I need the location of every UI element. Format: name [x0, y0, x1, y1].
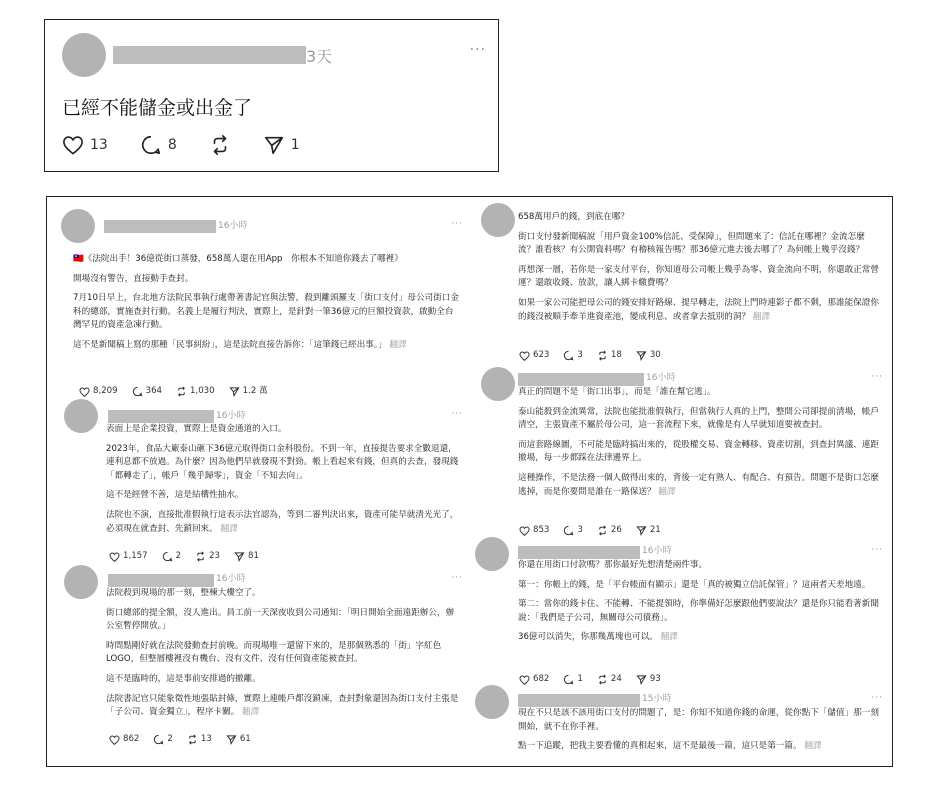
like-button[interactable]: [79, 385, 118, 399]
more-options-icon[interactable]: ···: [871, 372, 883, 382]
like-button[interactable]: [109, 550, 148, 564]
post-body: [518, 559, 880, 645]
share-button[interactable]: [263, 134, 300, 156]
post-body: [518, 707, 880, 754]
paragraph: 點一下追蹤，把我主要看懂的真相起來，這不是最後一篇，這只是第一篇。: [518, 741, 802, 752]
heart-icon: [519, 351, 530, 361]
repost-icon: [195, 551, 206, 562]
share-button[interactable]: [226, 733, 251, 747]
action-bar: [109, 550, 273, 564]
post-text: 已經不能儲金或出金了: [62, 97, 253, 119]
paragraph: 第一：你帳上的錢，是「平台帳面有顯示」還是「真的被獨立信託保管」？這兩者天差地遠。: [518, 579, 871, 590]
avatar[interactable]: [61, 209, 95, 243]
repost-icon: [597, 525, 608, 536]
redacted-username[interactable]: [518, 373, 644, 386]
like-count: 8,209: [93, 386, 118, 396]
repost-count: 23: [209, 551, 221, 561]
paragraph: 這不是經營不善，這是結構性抽水。: [106, 490, 244, 501]
translate-link[interactable]: 翻譯: [752, 311, 770, 322]
comment-icon: [563, 525, 574, 536]
comment-button[interactable]: [563, 349, 582, 363]
paragraph: 表面上是企業投資，實際上是資金通道的入口。: [106, 424, 287, 434]
post-body: [106, 423, 461, 536]
like-count: 862: [123, 734, 140, 744]
comment-icon: [140, 134, 162, 156]
avatar[interactable]: [64, 565, 98, 599]
share-count: 1: [290, 137, 300, 153]
paragraph: 而這套路線圖，不可能是臨時搞出來的，從股權交易、資金轉移、資產切割，到查封異議、連距撤場，每一步都踩在法律邊界上。: [518, 439, 879, 464]
post-time: 15小時: [642, 694, 672, 704]
redacted-username[interactable]: [113, 46, 306, 64]
share-button[interactable]: [636, 349, 661, 363]
paragraph: 2023年，食品大廠泰山砸下36億元取得街口金科股份。不到一年，直接提告要求全數退還，連利息都不放過。為什麼？因為他們早就發現不對勁。帳上看起來有錢，但真的去查，發現錢「都轉走了」，帳戶「幾乎歸零」，資金「不知去向」。: [106, 443, 459, 481]
heart-icon: [109, 552, 120, 562]
comment-button[interactable]: [162, 550, 181, 564]
share-count: 1.2 萬: [242, 386, 268, 396]
post-body: [106, 587, 461, 720]
repost-button[interactable]: [597, 349, 622, 363]
post-time: 3天: [306, 47, 333, 66]
paragraph: 如果一家公司能把母公司的錢安排好路線、提早轉走，法院上門時連影子都不剩，那誰能保證你的錢沒被順手牽羊進資產池，變成利息、或者拿去抵別的洞？: [518, 297, 879, 322]
thread-card: [481, 203, 883, 363]
paragraph: 第二：當你的錢卡住、不能轉、不能提領時，你準備好怎麼跟他們要說法？還是你只能看著新聞說：「我們是子公司，無關母公司債務」。: [518, 599, 879, 623]
paragraph: 🇹🇼《法院出手！36億從街口蒸發，658萬人還在用App 你根本不知道你錢去了哪裡》: [73, 254, 403, 264]
more-options-icon[interactable]: ···: [451, 409, 463, 419]
paragraph: 法院也不演，直接批准假執行這表示法官認為，等到二審判決出來，資產可能早就清光光了，必須現在就查封、先鎖回來。: [106, 509, 459, 534]
share-count: 93: [649, 674, 661, 684]
paragraph: 36億可以消失，你那幾萬塊也可以。: [518, 632, 658, 643]
paragraph: 街口總部的提全額，沒人進出。員工前一天深夜收到公司通知：「明日開始全面遠距辦公，辦公室暫停開放。」: [106, 607, 455, 632]
action-bar: [79, 385, 282, 399]
paragraph: 7月10日早上，台北地方法院民事執行處帶著書記官與法警，殺到離頭羅支「街口支付」母公司街口金科的總部，實施查封行動。名義上是履行判決，實際上，是針對一筆36億元的巨額投資款，啟動全台灣罕見的資產急凍行動。: [73, 293, 459, 331]
comment-icon: [162, 551, 173, 562]
paragraph: 再想深一層，若你是一家支付平台，你知道母公司帳上幾乎為零、資金流向不明，你還敢正常營運？還敢收錢、放款，讓人綁卡繳費嗎？: [518, 264, 879, 289]
more-options-icon[interactable]: ···: [871, 693, 883, 703]
send-icon: [229, 386, 240, 397]
send-icon: [226, 734, 237, 745]
thread-card: [61, 565, 463, 755]
repost-icon: [187, 734, 198, 745]
heart-icon: [79, 387, 90, 397]
avatar[interactable]: [475, 537, 509, 571]
more-options-icon[interactable]: ···: [871, 545, 883, 555]
repost-count: 26: [610, 525, 622, 535]
like-count: 853: [533, 525, 550, 535]
avatar[interactable]: [481, 367, 515, 401]
more-options-icon[interactable]: ···: [451, 219, 463, 229]
send-icon: [636, 350, 647, 361]
comment-count: 3: [577, 350, 583, 360]
paragraph: 這不是臨時的，這是事前安排過的撤離。: [106, 673, 261, 684]
repost-button[interactable]: [597, 524, 622, 538]
paragraph: 泰山能殺到金流異常，法院也能批准假執行，但當執行人真的上門，整間公司卻提前清場，帳戶清空，主張資產不屬於母公司，這一套流程下來，就像是有人早就知道要被查封。: [518, 406, 879, 431]
repost-button[interactable]: [209, 134, 231, 156]
action-bar: [519, 524, 675, 538]
post-time: 16小時: [642, 546, 672, 556]
more-options-icon[interactable]: ···: [469, 42, 486, 58]
share-button[interactable]: [636, 524, 661, 538]
redacted-username[interactable]: [108, 574, 214, 587]
action-bar: [62, 134, 332, 156]
like-button[interactable]: [109, 733, 139, 747]
heart-icon: [62, 135, 84, 155]
translate-link[interactable]: 翻譯: [220, 523, 238, 534]
paragraph: 法院殺到現場的那一刻，整棟大樓空了。: [106, 588, 261, 598]
post-time: 16小時: [218, 221, 248, 231]
translate-link[interactable]: 翻譯: [660, 632, 678, 643]
thread-card: [61, 399, 463, 567]
repost-count: 18: [610, 350, 622, 360]
comment-icon: [132, 386, 143, 397]
send-icon: [263, 134, 285, 156]
paragraph: 這不是新聞稿上寫的那種「民事糾紛」，這是法院直接告訴你：「這筆錢已經出事。」: [73, 339, 387, 350]
paragraph: 這種操作，不是法務一個人做得出來的，背後一定有熟人、有配合、有預告。問題不是街口怎麼逃掉，而是你要問是誰在一路保送？: [518, 472, 879, 497]
paragraph: 法院書記官只能象徵性地張貼封條，實際上連帳戶都沒鎖凍，查封對象還因為街口支付主張是「子公司、資金獨立」，程序卡關。: [106, 693, 459, 718]
translate-link[interactable]: 翻譯: [658, 486, 676, 497]
share-button[interactable]: [229, 385, 268, 399]
repost-icon: [209, 134, 231, 156]
more-options-icon[interactable]: ···: [451, 573, 463, 583]
comment-button[interactable]: [153, 733, 172, 747]
repost-button[interactable]: [187, 733, 212, 747]
action-bar: [519, 349, 675, 363]
comment-count: 8: [167, 137, 177, 153]
post-card: [44, 19, 499, 172]
post-body: [518, 211, 880, 324]
share-count: 81: [248, 551, 259, 561]
repost-button[interactable]: [176, 385, 215, 399]
send-icon: [636, 525, 647, 536]
comment-icon: [563, 674, 574, 685]
like-count: 13: [90, 137, 108, 153]
share-count: 21: [649, 525, 661, 535]
comment-button[interactable]: [132, 385, 162, 399]
heart-icon: [519, 675, 530, 685]
paragraph: 你還在用街口付款嗎？那你最好先想清楚兩件事。: [518, 560, 708, 570]
repost-count: 13: [200, 734, 212, 744]
comment-icon: [153, 734, 164, 745]
redacted-username[interactable]: [518, 546, 640, 559]
post-time: 16小時: [216, 574, 246, 584]
comment-count: 1: [577, 674, 583, 684]
post-body: [73, 253, 461, 353]
avatar[interactable]: [475, 685, 509, 719]
paragraph: 開場沒有警告，直接動手查封。: [73, 273, 194, 284]
paragraph: 時間點剛好就在法院發動查封前晚。而現場唯一還留下來的，是那個熟悉的「街」字紅色LOGO，但整層樓裡沒有機台、沒有文件、沒有任何資產能被查封。: [106, 640, 442, 665]
comment-count: 364: [145, 386, 163, 396]
comment-button[interactable]: [140, 134, 177, 156]
repost-icon: [597, 350, 608, 361]
comment-icon: [563, 350, 574, 361]
heart-icon: [109, 735, 120, 745]
post-time: 16小時: [216, 411, 246, 421]
like-button[interactable]: [62, 135, 108, 155]
post-time: 16小時: [646, 373, 676, 383]
like-button[interactable]: [519, 524, 549, 538]
share-count: 30: [649, 350, 661, 360]
paragraph: 街口支付發新聞稿說「用戶資金100%信託、受保障」，但問題來了：信託在哪裡？金流怎麼流？誰看核？有公開資料嗎？有稽核報告嗎？那36億元進去後去哪了？為何帳上幾乎沒錢？: [518, 231, 865, 256]
send-icon: [636, 674, 647, 685]
share-button[interactable]: [234, 550, 259, 564]
translate-link[interactable]: 翻譯: [804, 741, 822, 752]
comment-count: 2: [167, 734, 173, 744]
redacted-username[interactable]: [518, 694, 640, 707]
action-bar: [109, 733, 265, 747]
repost-icon: [176, 386, 187, 397]
translate-link[interactable]: 翻譯: [241, 707, 260, 718]
paragraph: 現在不只是該不該用街口支付的問題了，是：你知不知道你錢的命運，從你點下「儲值」那一刻開始，就不在你手裡。: [518, 708, 879, 732]
like-count: 623: [533, 350, 550, 360]
post-body: [518, 386, 880, 499]
avatar[interactable]: [62, 33, 106, 77]
avatar[interactable]: [481, 203, 515, 237]
redacted-username[interactable]: [108, 410, 214, 423]
thread-card: [475, 685, 883, 765]
comment-button[interactable]: [563, 524, 582, 538]
repost-icon: [597, 674, 608, 685]
avatar[interactable]: [64, 399, 98, 433]
like-count: 1,157: [123, 551, 148, 561]
repost-count: 24: [610, 674, 622, 684]
thread-card: [61, 209, 463, 395]
comment-count: 3: [577, 525, 583, 535]
repost-button[interactable]: [195, 550, 220, 564]
like-count: 682: [533, 674, 550, 684]
comment-count: 2: [175, 551, 182, 561]
share-count: 61: [239, 734, 251, 744]
send-icon: [234, 551, 245, 562]
repost-count: 1,030: [190, 386, 215, 396]
paragraph: 658萬用戶的錢，到底在哪？: [518, 212, 629, 222]
thread-card: [475, 537, 883, 683]
redacted-username[interactable]: [104, 220, 216, 233]
paragraph: 真正的問題不是「街口出事」，而是「誰在幫它逃」。: [518, 387, 716, 397]
heart-icon: [519, 526, 530, 536]
thread-card: [481, 367, 883, 539]
screenshot-collage: [46, 196, 893, 767]
like-button[interactable]: [519, 349, 549, 363]
translate-link[interactable]: 翻譯: [389, 339, 407, 350]
